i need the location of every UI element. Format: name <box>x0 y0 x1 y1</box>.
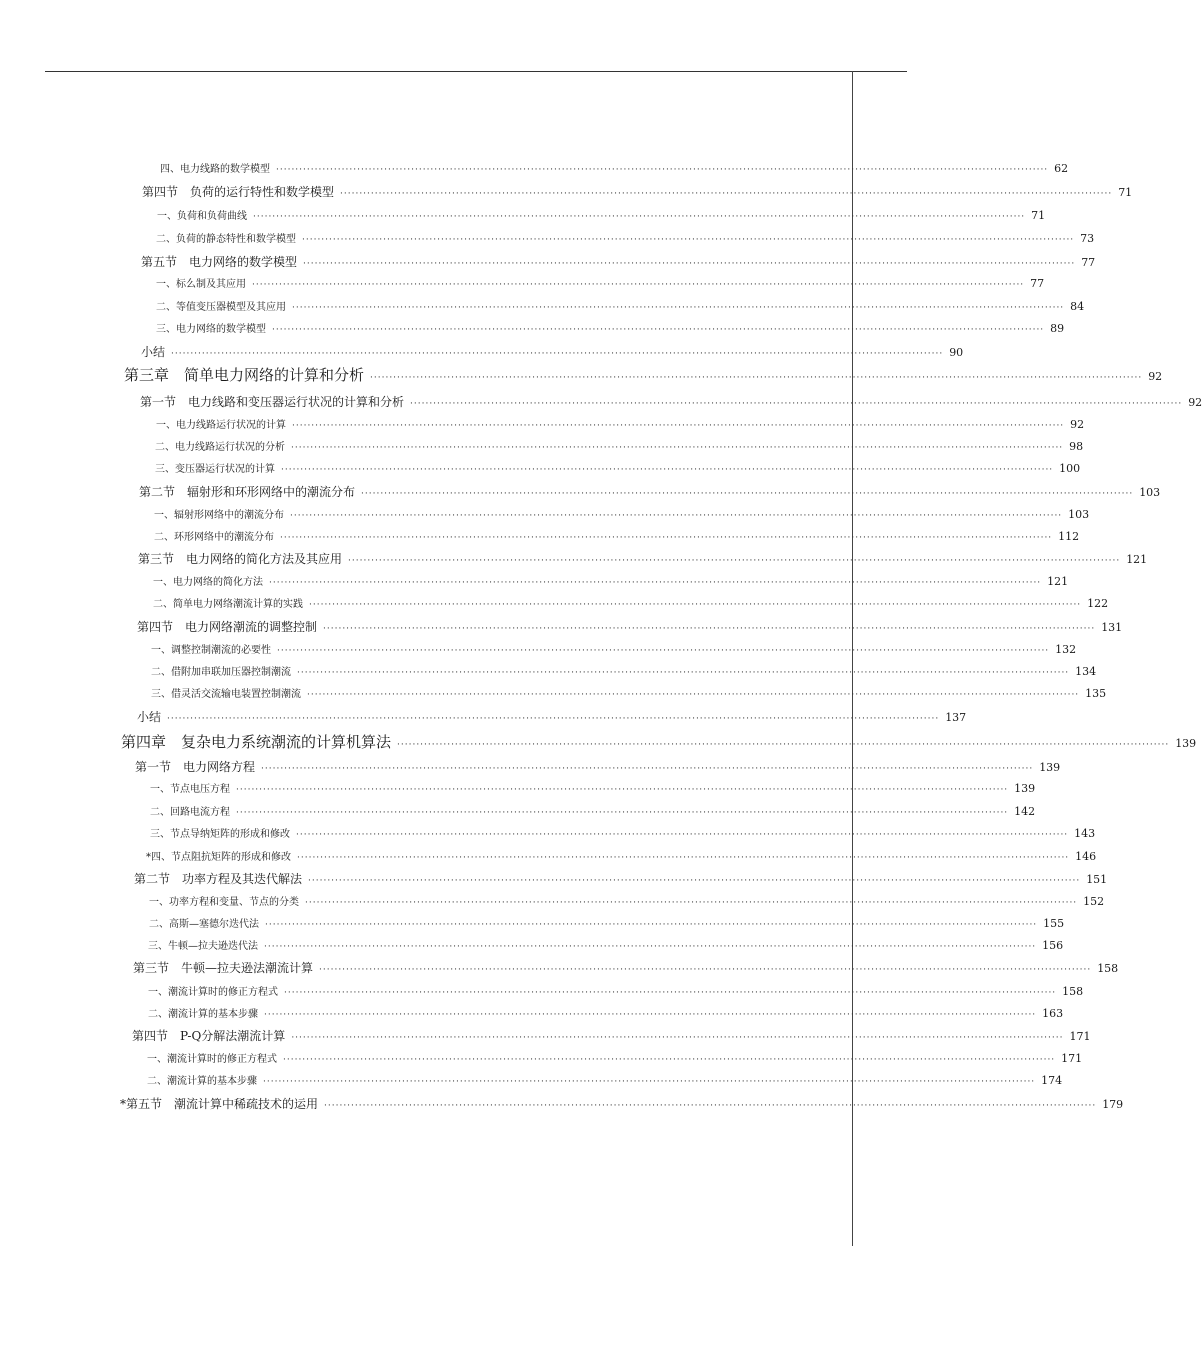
leader-dots: ········································································································································································································ <box>263 1077 1036 1087</box>
toc-entry-page: 146 <box>1075 850 1097 863</box>
toc-entry[interactable] <box>151 643 1077 656</box>
toc-entry[interactable] <box>137 710 967 724</box>
leader-dots: ········································································································································································································ <box>309 600 1082 610</box>
toc-entry[interactable] <box>134 872 1108 886</box>
toc-entry-title: 一、标么制及其应用 <box>156 279 246 290</box>
toc-entry-page: 77 <box>1030 277 1045 290</box>
leader-dots: ········································································································································································································ <box>264 942 1037 952</box>
leader-dots: ········································································································································································································ <box>303 259 1076 269</box>
toc-entry-page: 139 <box>1175 737 1197 750</box>
toc-entry[interactable] <box>150 782 1036 795</box>
toc-entry-page: 139 <box>1014 782 1036 795</box>
toc-entry-title: 二、等值变压器模型及其应用 <box>156 302 286 313</box>
toc-entry-title: 第二节 功率方程及其迭代解法 <box>134 872 303 886</box>
leader-dots: ········································································································································································································ <box>340 189 1113 199</box>
leader-dots: ········································································································································································································ <box>324 1101 1097 1111</box>
toc-entry[interactable] <box>153 597 1109 610</box>
toc-entry-page: 132 <box>1055 643 1077 656</box>
toc-entry[interactable] <box>146 850 1097 863</box>
leader-dots: ········································································································································································································ <box>397 740 1170 750</box>
toc-entry-page: 131 <box>1101 621 1123 634</box>
toc-entry-page: 71 <box>1118 186 1133 199</box>
toc-entry[interactable] <box>141 345 964 359</box>
toc-entry-page: 179 <box>1102 1098 1124 1111</box>
leader-dots: ········································································································································································································ <box>348 556 1121 566</box>
leader-dots: ········································································································································································································ <box>361 489 1134 499</box>
toc-entry-title: 第四章 复杂电力系统潮流的计算机算法 <box>121 733 392 751</box>
leader-dots: ········································································································································································································ <box>292 303 1065 313</box>
toc-entry-title: 二、负荷的静态特性和数学模型 <box>156 234 296 245</box>
toc-entry-title: 一、负荷和负荷曲线 <box>157 211 247 222</box>
toc-entry[interactable] <box>150 827 1096 840</box>
toc-entry-page: 84 <box>1070 300 1085 313</box>
toc-entry[interactable] <box>148 985 1084 998</box>
toc-entry-page: 77 <box>1081 256 1096 269</box>
toc-entry-title: 一、潮流计算时的修正方程式 <box>148 987 278 998</box>
toc-entry-page: 71 <box>1031 209 1046 222</box>
toc-entry[interactable] <box>140 395 1202 409</box>
leader-dots: ········································································································································································································ <box>265 920 1038 930</box>
leader-dots: ········································································································································································································ <box>297 668 1070 678</box>
toc-entry[interactable] <box>156 277 1045 290</box>
toc-entry-title: 四、电力线路的数学模型 <box>160 164 270 175</box>
leader-dots: ········································································································································································································ <box>370 373 1143 383</box>
toc-entry-title: *第五节 潮流计算中稀疏技术的运用 <box>120 1097 319 1111</box>
toc-entry-title: 一、电力线路运行状况的计算 <box>156 420 286 431</box>
toc-entry-page: 122 <box>1087 597 1109 610</box>
toc-entry-title: 第四节 负荷的运行特性和数学模型 <box>142 185 335 199</box>
leader-dots: ········································································································································································································ <box>284 988 1057 998</box>
leader-dots: ········································································································································································································ <box>283 1055 1056 1065</box>
toc-entry-title: 第三节 牛顿—拉夫逊法潮流计算 <box>133 961 314 975</box>
leader-dots: ········································································································································································································ <box>253 212 1026 222</box>
toc-entry-title: 二、回路电流方程 <box>150 807 230 818</box>
toc-entry[interactable] <box>148 939 1064 952</box>
toc-entry-page: 103 <box>1068 508 1090 521</box>
toc-entry-title: 第一节 电力网络方程 <box>135 760 256 774</box>
toc-entry[interactable] <box>151 687 1107 700</box>
toc-entry-title: 三、变压器运行状况的计算 <box>155 464 275 475</box>
toc-entry-title: 第三节 电力网络的简化方法及其应用 <box>138 552 343 566</box>
toc-entry-title: 第五节 电力网络的数学模型 <box>141 255 298 269</box>
leader-dots: ········································································································································································································ <box>269 578 1042 588</box>
leader-dots: ········································································································································································································ <box>236 785 1009 795</box>
toc-entry-page: 92 <box>1188 396 1202 409</box>
toc-entry-page: 171 <box>1061 1052 1083 1065</box>
toc-entry[interactable] <box>156 322 1065 335</box>
toc-entry-title: 三、节点导纳矩阵的形成和修改 <box>150 829 290 840</box>
toc-entry-page: 142 <box>1014 805 1036 818</box>
leader-dots: ········································································································································································································ <box>280 533 1053 543</box>
toc-entry-title: 二、借附加串联加压器控制潮流 <box>151 667 291 678</box>
toc-entry-title: 三、借灵活交流输电装置控制潮流 <box>151 689 301 700</box>
toc-entry-page: 174 <box>1041 1074 1063 1087</box>
toc-entry[interactable] <box>120 1097 1124 1111</box>
toc-entry[interactable] <box>147 1074 1063 1087</box>
toc-entry[interactable] <box>151 665 1097 678</box>
toc-entry[interactable] <box>132 1029 1091 1043</box>
toc-entry[interactable] <box>138 552 1148 566</box>
leader-dots: ········································································································································································································ <box>236 808 1009 818</box>
toc-entry[interactable] <box>142 185 1133 199</box>
leader-dots: ········································································································································································································ <box>305 898 1078 908</box>
toc-entry[interactable] <box>135 760 1061 774</box>
toc-entry[interactable] <box>147 1052 1083 1065</box>
toc-entry[interactable] <box>149 895 1105 908</box>
toc-entry[interactable] <box>155 440 1084 453</box>
toc-entry-title: 二、潮流计算的基本步骤 <box>148 1009 258 1020</box>
toc-entry-title: 第一节 电力线路和变压器运行状况的计算和分析 <box>140 395 405 409</box>
toc-entry-title: 一、电力网络的简化方法 <box>153 577 263 588</box>
toc-entry-title: 第四节 电力网络潮流的调整控制 <box>137 620 318 634</box>
toc-entry-page: 121 <box>1047 575 1069 588</box>
toc-entry-page: 92 <box>1070 418 1085 431</box>
leader-dots: ········································································································································································································ <box>272 325 1045 335</box>
toc-entry[interactable] <box>157 209 1046 222</box>
leader-dots: ········································································································································································································ <box>277 646 1050 656</box>
toc-entry[interactable] <box>154 508 1090 521</box>
toc-entry-title: 二、环形网络中的潮流分布 <box>154 532 274 543</box>
toc-entry-page: 121 <box>1126 553 1148 566</box>
leader-dots: ········································································································································································································ <box>261 764 1034 774</box>
leader-dots: ········································································································································································································ <box>171 349 944 359</box>
toc-entry[interactable] <box>149 917 1065 930</box>
leader-dots: ········································································································································································································ <box>323 624 1096 634</box>
toc-entry-page: 139 <box>1039 761 1061 774</box>
toc-entry-page: 134 <box>1075 665 1097 678</box>
toc-entry-title: 二、潮流计算的基本步骤 <box>147 1076 257 1087</box>
toc-entry-title: 二、简单电力网络潮流计算的实践 <box>153 599 303 610</box>
toc-entry[interactable] <box>156 232 1095 245</box>
toc-entry-page: 73 <box>1080 232 1095 245</box>
leader-dots: ········································································································································································································ <box>307 690 1080 700</box>
leader-dots: ········································································································································································································ <box>319 965 1092 975</box>
toc-entry-title: 一、调整控制潮流的必要性 <box>151 645 271 656</box>
toc-entry-title: 第三章 简单电力网络的计算和分析 <box>124 366 365 384</box>
toc-entry-title: 一、辐射形网络中的潮流分布 <box>154 510 284 521</box>
toc-entry-page: 92 <box>1148 370 1163 383</box>
toc-entry[interactable] <box>155 462 1081 475</box>
toc-entry-title: 一、潮流计算时的修正方程式 <box>147 1054 277 1065</box>
toc-entry-title: 第二节 辐射形和环形网络中的潮流分布 <box>139 485 356 499</box>
leader-dots: ········································································································································································································ <box>302 235 1075 245</box>
leader-dots: ········································································································································································································ <box>291 443 1064 453</box>
leader-dots: ········································································································································································································ <box>252 280 1025 290</box>
toc-entry[interactable] <box>148 1007 1064 1020</box>
toc-entry-page: 171 <box>1069 1030 1091 1043</box>
leader-dots: ········································································································································································································ <box>276 165 1049 175</box>
toc-entry-title: 二、电力线路运行状况的分析 <box>155 442 285 453</box>
toc-entry-title: *四、节点阻抗矩阵的形成和修改 <box>146 852 291 863</box>
toc-entry[interactable] <box>137 620 1123 634</box>
leader-dots: ········································································································································································································ <box>291 1033 1064 1043</box>
toc-entry-title: 第四节 P-Q分解法潮流计算 <box>132 1029 286 1043</box>
toc-entry[interactable] <box>139 485 1161 499</box>
toc-entry-title: 三、电力网络的数学模型 <box>156 324 266 335</box>
toc-entry-title: 三、牛顿—拉夫逊迭代法 <box>148 941 258 952</box>
toc-entry-title: 小结 <box>137 710 162 724</box>
leader-dots: ········································································································································································································ <box>410 399 1183 409</box>
toc-entry-page: 100 <box>1059 462 1081 475</box>
toc-entry-page: 89 <box>1050 322 1065 335</box>
toc-entry-page: 135 <box>1085 687 1107 700</box>
toc-entry-page: 158 <box>1097 962 1119 975</box>
toc-entry[interactable] <box>141 255 1096 269</box>
toc-entry-page: 103 <box>1139 486 1161 499</box>
toc-entry-page: 158 <box>1062 985 1084 998</box>
toc-entry-title: 一、节点电压方程 <box>150 784 230 795</box>
toc-chapter-entry[interactable] <box>124 366 1163 384</box>
toc-entry[interactable] <box>160 162 1069 175</box>
toc-entry-title: 一、功率方程和变量、节点的分类 <box>149 897 299 908</box>
leader-dots: ········································································································································································································ <box>264 1010 1037 1020</box>
toc-entry-title: 二、高斯—塞德尔迭代法 <box>149 919 259 930</box>
toc-entry[interactable] <box>133 961 1119 975</box>
leader-dots: ········································································································································································································ <box>290 511 1063 521</box>
toc-entry-page: 152 <box>1083 895 1105 908</box>
toc-entry-page: 62 <box>1054 162 1069 175</box>
toc-entry[interactable] <box>153 575 1069 588</box>
toc-entry-page: 151 <box>1086 873 1108 886</box>
toc-entry[interactable] <box>154 530 1080 543</box>
toc-entry[interactable] <box>156 300 1085 313</box>
leader-dots: ········································································································································································································ <box>281 465 1054 475</box>
toc-chapter-entry[interactable] <box>121 733 1197 751</box>
leader-dots: ········································································································································································································ <box>167 714 940 724</box>
toc-entry-page: 90 <box>949 346 964 359</box>
leader-dots: ········································································································································································································ <box>296 830 1069 840</box>
toc-entry[interactable] <box>150 805 1036 818</box>
leader-dots: ········································································································································································································ <box>308 876 1081 886</box>
toc-entry-page: 155 <box>1043 917 1065 930</box>
toc-entry-title: 小结 <box>141 345 166 359</box>
toc-entry-page: 137 <box>945 711 967 724</box>
toc-entry-page: 156 <box>1042 939 1064 952</box>
leader-dots: ········································································································································································································ <box>292 421 1065 431</box>
toc-entry-page: 112 <box>1058 530 1080 543</box>
toc-entry-page: 143 <box>1074 827 1096 840</box>
leader-dots: ········································································································································································································ <box>297 853 1070 863</box>
toc-entry-page: 163 <box>1042 1007 1064 1020</box>
toc-entry-page: 98 <box>1069 440 1084 453</box>
toc-entry[interactable] <box>156 418 1085 431</box>
